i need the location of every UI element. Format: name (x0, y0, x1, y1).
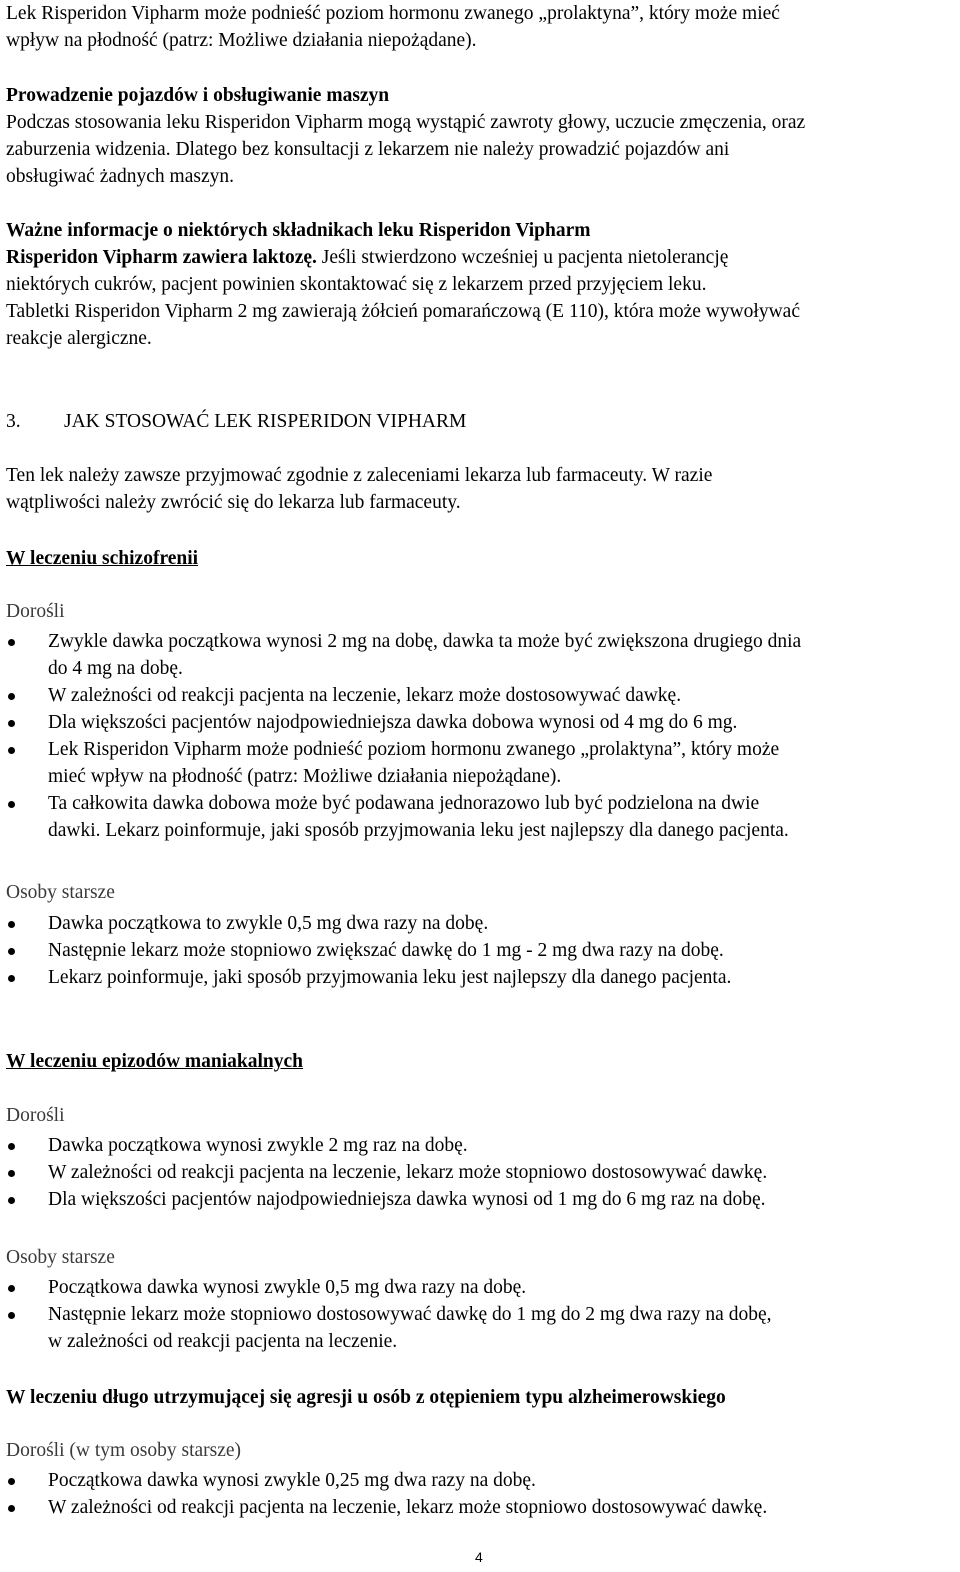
section-3-title (6, 408, 954, 435)
schizophrenia-elderly-label: Osoby starsze (6, 882, 115, 903)
schizophrenia-adults-label: Dorośli (6, 601, 65, 622)
schizophrenia-adults-list (6, 628, 954, 844)
list-item: Następnie lekarz może stopniowo dostosowywać dawkę do 1 mg do 2 mg dwa razy na dobę, w zależności od reakcji pacjenta na leczenie. (6, 1301, 954, 1355)
section-3-intro (6, 462, 954, 516)
text-line: niektórych cukrów, pacjent powinien skontaktować się z lekarzem przed przyjęciem leku. (6, 274, 707, 295)
list-item: Ta całkowita dawka dobowa może być podawana jednorazowo lub być podzielona na dwie dawki. Lekarz poinformuje, jaki sposób przyjmowania leku jest najlepszy dla danego pacjenta. (6, 790, 954, 844)
mania-elderly-list (6, 1274, 954, 1355)
text-line: zaburzenia widzenia. Dlatego bez konsultacji z lekarzem nie należy prowadzić pojazdów ani (6, 139, 730, 160)
list-item: Dla większości pacjentów najodpowiedniejsza dawka dobowa wynosi od 4 mg do 6 mg. (6, 709, 954, 736)
mania-adults-list (6, 1132, 954, 1213)
mania-elderly-label: Osoby starsze (6, 1247, 115, 1268)
text-line: Podczas stosowania leku Risperidon Vipharm mogą wystąpić zawroty głowy, uczucie zmęczenia, oraz (6, 112, 806, 133)
list-item: Lekarz poinformuje, jaki sposób przyjmowania leku jest najlepszy dla danego pacjenta. (6, 964, 954, 991)
list-item: W zależności od reakcji pacjenta na leczenie, lekarz może stopniowo dostosowywać dawkę. (6, 1159, 954, 1186)
aggression-adults-list (6, 1467, 954, 1521)
list-item: Lek Risperidon Vipharm może podnieść poziom hormonu zwanego „prolaktyna”, który może mieć wpływ na płodność (patrz: Możliwe działania niepożądane). (6, 736, 954, 790)
schizophrenia-heading: W leczeniu schizofrenii (6, 548, 199, 569)
text-line: wpływ na płodność (patrz: Możliwe działania niepożądane). (6, 30, 477, 51)
driving-section (6, 82, 954, 190)
section-heading: Ważne informacje o niektórych składnikach leku Risperidon Vipharm (6, 220, 591, 241)
section-title: JAK STOSOWAĆ LEK RISPERIDON VIPHARM (64, 411, 467, 432)
mania-adults-label: Dorośli (6, 1105, 65, 1126)
text-line (6, 244, 954, 271)
page-number: 4 (475, 1549, 483, 1565)
list-item: Dawka początkowa to zwykle 0,5 mg dwa razy na dobę. (6, 910, 954, 937)
text-line: obsługiwać żadnych maszyn. (6, 166, 234, 187)
aggression-heading: W leczeniu długo utrzymującej się agresji u osób z otępieniem typu alzheimerowskiego (6, 1387, 726, 1408)
section-heading: Prowadzenie pojazdów i obsługiwanie maszyn (6, 85, 390, 106)
list-item: Początkowa dawka wynosi zwykle 0,25 mg dwa razy na dobę. (6, 1467, 954, 1494)
list-item: Dawka początkowa wynosi zwykle 2 mg raz na dobę. (6, 1132, 954, 1159)
section-number: 3. (6, 411, 21, 432)
mania-heading: W leczeniu epizodów maniakalnych (6, 1051, 304, 1072)
text-line: wątpliwości należy zwrócić się do lekarza lub farmaceuty. (6, 492, 461, 513)
list-item: Następnie lekarz może stopniowo zwiększać dawkę do 1 mg - 2 mg dwa razy na dobę. (6, 937, 954, 964)
text-line: reakcje alergiczne. (6, 328, 152, 349)
list-item: W zależności od reakcji pacjenta na leczenie, lekarz może dostosowywać dawkę. (6, 682, 954, 709)
list-item: Dla większości pacjentów najodpowiedniejsza dawka wynosi od 1 mg do 6 mg raz na dobę. (6, 1186, 954, 1213)
list-item: W zależności od reakcji pacjenta na leczenie, lekarz może stopniowo dostosowywać dawkę. (6, 1494, 954, 1521)
ingredients-section (6, 217, 954, 352)
aggression-adults-label: Dorośli (w tym osoby starsze) (6, 1440, 242, 1461)
text-line: Lek Risperidon Vipharm może podnieść poziom hormonu zwanego „prolaktyna”, który może mieć (6, 3, 780, 24)
schizophrenia-elderly-list (6, 910, 954, 991)
intro-paragraph (6, 0, 954, 54)
list-item: Zwykle dawka początkowa wynosi 2 mg na dobę, dawka ta może być zwiększona drugiego dnia do 4 mg na dobę. (6, 628, 954, 682)
lactose-warning: Risperidon Vipharm zawiera laktozę. (6, 247, 317, 268)
text-line: Ten lek należy zawsze przyjmować zgodnie z zaleceniami lekarza lub farmaceuty. W razie (6, 465, 713, 486)
lactose-text: Jeśli stwierdzono wcześniej u pacjenta nietolerancję (316, 247, 729, 268)
list-item: Początkowa dawka wynosi zwykle 0,5 mg dwa razy na dobę. (6, 1274, 954, 1301)
text-line: Tabletki Risperidon Vipharm 2 mg zawierają żółcień pomarańczową (E 110), która może wywoływać (6, 301, 800, 322)
